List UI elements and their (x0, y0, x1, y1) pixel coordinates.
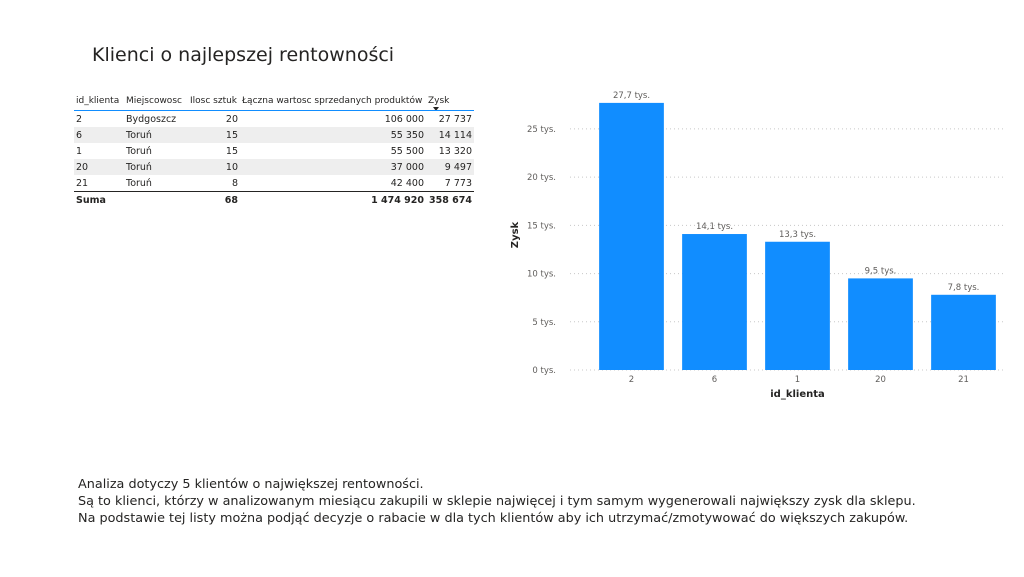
table-row[interactable] (74, 143, 474, 159)
profit-bar-chart (500, 90, 1010, 410)
total-miejscowosc (124, 192, 188, 210)
cell-zysk: 9 497 (426, 159, 474, 175)
table-row[interactable] (74, 159, 474, 175)
cell-laczna-wartosc: 42 400 (390, 177, 424, 189)
data-label: 27,7 tys. (612, 90, 651, 101)
column-header-zysk-label: Zysk (428, 96, 450, 106)
data-label: 13,3 tys. (778, 229, 817, 240)
description (78, 476, 916, 527)
cell-zysk: 7 773 (444, 177, 472, 189)
bar[interactable] (848, 278, 913, 370)
cell-id-klienta: 20 (74, 159, 124, 175)
cell-miejscowosc: Bydgoszcz (126, 113, 177, 125)
y-tick-label: 0 tys. (532, 366, 556, 376)
data-label: 7,8 tys. (947, 282, 980, 293)
table-row[interactable] (74, 175, 474, 192)
total-label: Suma (74, 192, 124, 210)
cell-zysk: 27 737 (438, 113, 472, 125)
cell-laczna-wartosc: 55 350 (240, 127, 426, 143)
total-laczna-wartosc: 1 474 920 (240, 192, 426, 210)
description-line: Są to klienci, którzy w analizowanym miesiącu zakupili w sklepie najwięcej i tym samym wygenerowali największy zysk dla sklepu. (78, 494, 916, 509)
clients-table (74, 92, 474, 209)
column-header-laczna-wartosc[interactable]: Łączna wartosc sprzedanych produktów (240, 92, 426, 111)
table-total-row (74, 192, 474, 210)
total-ilosc-sztuk: 68 (188, 192, 240, 210)
cell-miejscowosc: Toruń (126, 145, 152, 157)
cell-laczna-wartosc: 55 500 (390, 145, 424, 157)
x-tick-label: 1 (794, 375, 801, 385)
description-line: Analiza dotyczy 5 klientów o największej rentowności. (78, 477, 424, 492)
cell-id-klienta: 6 (74, 127, 124, 143)
cell-zysk: 13 320 (438, 145, 472, 157)
total-zysk: 358 674 (426, 192, 474, 210)
bar[interactable] (765, 242, 830, 370)
table-row[interactable] (74, 127, 474, 143)
x-tick-label: 2 (628, 375, 635, 385)
cell-zysk: 14 114 (426, 127, 474, 143)
y-axis-label: Zysk (510, 221, 521, 249)
x-axis-ticks (629, 375, 969, 385)
cell-ilosc-sztuk: 15 (225, 145, 238, 157)
cell-id-klienta: 2 (76, 113, 83, 125)
cell-laczna-wartosc: 37 000 (240, 159, 426, 175)
column-header-zysk[interactable] (426, 92, 474, 111)
cell-miejscowosc: Toruń (124, 127, 188, 143)
x-tick-label: 21 (958, 375, 969, 385)
cell-miejscowosc: Toruń (126, 177, 152, 189)
column-header-id-klienta[interactable]: id_klienta (74, 92, 124, 111)
cell-ilosc-sztuk: 15 (188, 127, 240, 143)
x-tick-label: 6 (711, 375, 718, 385)
cell-ilosc-sztuk: 10 (188, 159, 240, 175)
y-tick-label: 25 tys. (526, 124, 556, 135)
y-tick-label: 5 tys. (532, 317, 556, 328)
sort-descending-icon[interactable] (433, 107, 439, 111)
y-tick-label: 20 tys. (526, 173, 556, 184)
column-header-miejscowosc[interactable]: Miejscowosc (124, 92, 188, 111)
cell-laczna-wartosc: 106 000 (384, 113, 424, 125)
bar[interactable] (682, 234, 747, 370)
y-tick-label: 15 tys. (526, 221, 556, 232)
data-label: 14,1 tys. (695, 222, 734, 233)
description-line: Na podstawie tej listy można podjąć decyzje o rabacie w dla tych klientów aby ich utrzymać/zmotywować do większych zakupów. (78, 511, 909, 526)
page-title: Klienci o najlepszej rentowności (92, 44, 395, 66)
data-label: 9,5 tys. (864, 266, 897, 277)
cell-id-klienta: 21 (76, 177, 89, 189)
cell-ilosc-sztuk: 8 (231, 177, 238, 189)
cell-ilosc-sztuk: 20 (225, 113, 238, 125)
y-tick-label: 10 tys. (526, 269, 556, 280)
x-axis-label: id_klienta (770, 389, 825, 400)
x-tick-label: 20 (875, 375, 886, 385)
y-axis-ticks (527, 125, 556, 376)
cell-id-klienta: 1 (76, 145, 83, 157)
bar[interactable] (931, 295, 996, 370)
bar[interactable] (599, 103, 664, 370)
cell-miejscowosc: Toruń (124, 159, 188, 175)
column-header-ilosc-sztuk[interactable]: Ilosc sztuk (188, 92, 240, 111)
table-row[interactable] (74, 111, 474, 128)
